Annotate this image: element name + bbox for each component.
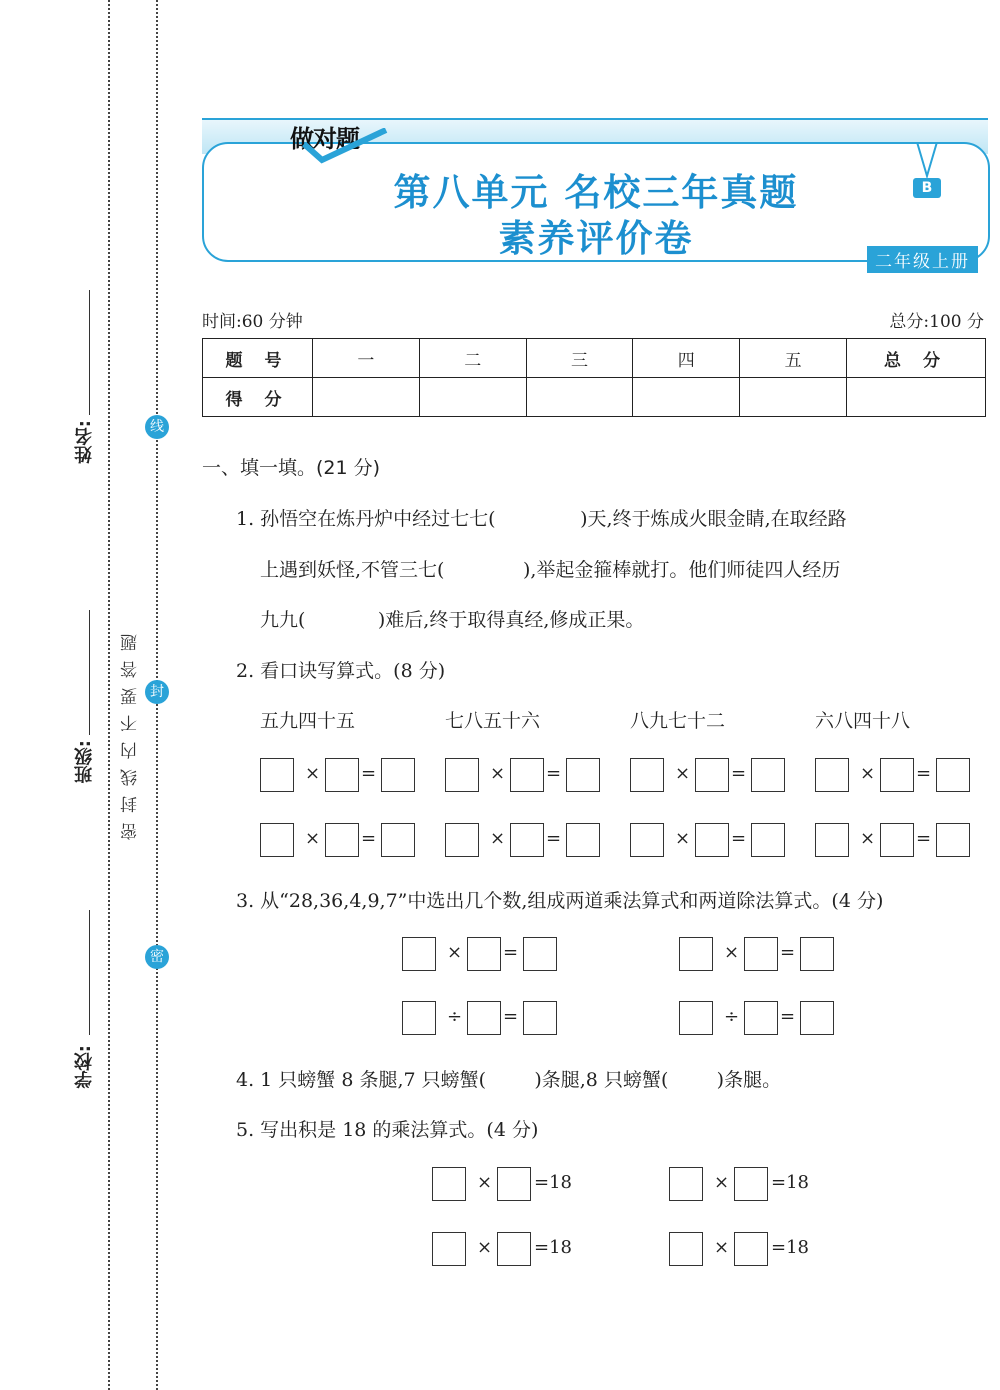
answer-box[interactable]	[467, 937, 501, 971]
version-badge: B	[913, 178, 941, 198]
equals-symbol: =	[503, 942, 519, 963]
question-3: 3. 从“28,36,4,9,7”中选出几个数,组成两道乘法算式和两道除法算式。(4 分)	[236, 890, 884, 912]
answer-box[interactable]	[445, 758, 479, 792]
table-cell: 一	[313, 339, 420, 378]
question-1-line-1: 1. 孙悟空在炼丹炉中经过七七( )天,终于炼成火眼金睛,在取经路	[236, 508, 847, 530]
answer-box[interactable]	[497, 1167, 531, 1201]
rhyme-2: 七八五十六	[445, 710, 541, 732]
answer-box[interactable]	[260, 758, 294, 792]
equals-symbol: =	[731, 828, 747, 849]
answer-box[interactable]	[880, 758, 914, 792]
answer-box[interactable]	[381, 823, 415, 857]
answer-box[interactable]	[432, 1167, 466, 1201]
score-table	[202, 338, 986, 417]
table-cell: 得 分	[203, 378, 313, 417]
answer-box[interactable]	[734, 1167, 768, 1201]
badge-string-icon	[913, 142, 941, 180]
answer-box[interactable]	[630, 823, 664, 857]
answer-box[interactable]	[566, 758, 600, 792]
operator-symbol: ×	[490, 828, 506, 849]
answer-box[interactable]	[695, 758, 729, 792]
equals-symbol: =	[361, 828, 377, 849]
seal-line-mark: 线	[145, 415, 169, 439]
question-5: 5. 写出积是 18 的乘法算式。(4 分)	[236, 1119, 539, 1141]
operator-symbol: ÷	[447, 1006, 463, 1027]
question-2: 2. 看口诀写算式。(8 分)	[236, 660, 446, 682]
operator-symbol: ×	[860, 763, 876, 784]
equals-18-text: =18	[534, 1237, 572, 1258]
equals-symbol: =	[361, 763, 377, 784]
school-label: 学校:	[74, 1045, 95, 1089]
seal-mi-mark: 密	[145, 945, 169, 969]
equals-18-text: =18	[771, 1172, 809, 1193]
answer-box[interactable]	[669, 1167, 703, 1201]
equals-symbol: =	[916, 828, 932, 849]
answer-box[interactable]	[815, 758, 849, 792]
answer-box[interactable]	[402, 1001, 436, 1035]
equals-symbol: =	[546, 828, 562, 849]
answer-box[interactable]	[936, 823, 970, 857]
class-line	[89, 610, 90, 735]
operator-symbol: ÷	[724, 1006, 740, 1027]
score-input-cell[interactable]	[526, 378, 633, 417]
question-1-line-3: 九九( )难后,终于取得真经,修成正果。	[260, 609, 645, 631]
table-cell: 四	[633, 339, 740, 378]
equals-symbol: =	[916, 763, 932, 784]
operator-symbol: ×	[860, 828, 876, 849]
answer-box[interactable]	[800, 1001, 834, 1035]
answer-box[interactable]	[936, 758, 970, 792]
rhyme-3: 八九七十二	[630, 710, 726, 732]
rhyme-1: 五九四十五	[260, 710, 356, 732]
answer-box[interactable]	[325, 758, 359, 792]
class-label: 班级:	[74, 740, 95, 784]
answer-box[interactable]	[815, 823, 849, 857]
question-4: 4. 1 只螃蟹 8 条腿,7 只螃蟹( )条腿,8 只螃蟹( )条腿。	[236, 1069, 782, 1091]
name-line	[89, 290, 90, 415]
answer-box[interactable]	[523, 1001, 557, 1035]
answer-box[interactable]	[497, 1232, 531, 1266]
brand-logo: 做对题	[290, 125, 359, 153]
answer-box[interactable]	[445, 823, 479, 857]
answer-box[interactable]	[800, 937, 834, 971]
seal-feng-mark: 封	[145, 680, 169, 704]
answer-box[interactable]	[751, 758, 785, 792]
answer-box[interactable]	[695, 823, 729, 857]
operator-symbol: ×	[490, 763, 506, 784]
score-input-cell[interactable]	[740, 378, 847, 417]
table-cell: 五	[740, 339, 847, 378]
answer-box[interactable]	[260, 823, 294, 857]
operator-symbol: ×	[305, 763, 321, 784]
operator-symbol: ×	[447, 942, 463, 963]
table-cell: 三	[526, 339, 633, 378]
answer-box[interactable]	[751, 823, 785, 857]
answer-box[interactable]	[679, 1001, 713, 1035]
operator-symbol: ×	[675, 828, 691, 849]
answer-box[interactable]	[467, 1001, 501, 1035]
checkmark-icon	[300, 128, 390, 164]
answer-box[interactable]	[880, 823, 914, 857]
equals-symbol: =	[731, 763, 747, 784]
answer-box[interactable]	[744, 1001, 778, 1035]
answer-box[interactable]	[325, 823, 359, 857]
operator-symbol: ×	[305, 828, 321, 849]
operator-symbol: ×	[724, 942, 740, 963]
table-cell: 题 号	[203, 339, 313, 378]
times-symbol: ×	[477, 1237, 493, 1258]
equals-symbol: =	[546, 763, 562, 784]
score-input-cell[interactable]	[847, 378, 986, 417]
score-input-cell[interactable]	[313, 378, 420, 417]
answer-box[interactable]	[679, 937, 713, 971]
score-table-score-row	[203, 378, 986, 417]
equals-18-text: =18	[771, 1237, 809, 1258]
section-heading: 一、填一填。(21 分)	[202, 457, 381, 479]
page-subtitle: 素养评价卷	[498, 217, 694, 260]
answer-box[interactable]	[523, 937, 557, 971]
equals-symbol: =	[503, 1006, 519, 1027]
answer-box[interactable]	[744, 937, 778, 971]
binding-dotted-line-outer	[108, 0, 110, 1390]
times-symbol: ×	[714, 1172, 730, 1193]
equals-symbol: =	[780, 942, 796, 963]
times-symbol: ×	[714, 1237, 730, 1258]
grade-tag: 二年级上册	[867, 246, 978, 273]
seal-instruction: 密封线内不要答题	[121, 624, 141, 840]
page-title: 第八单元 名校三年真题	[393, 171, 799, 214]
score-input-cell[interactable]	[419, 378, 526, 417]
table-cell: 总 分	[847, 339, 986, 378]
table-cell: 二	[419, 339, 526, 378]
times-symbol: ×	[477, 1172, 493, 1193]
rhyme-4: 六八四十八	[815, 710, 911, 732]
score-table-header-row	[203, 339, 986, 378]
total-score-info: 总分:100 分	[889, 312, 984, 332]
answer-box[interactable]	[566, 823, 600, 857]
answer-box[interactable]	[669, 1232, 703, 1266]
operator-symbol: ×	[675, 763, 691, 784]
answer-box[interactable]	[432, 1232, 466, 1266]
question-1-line-2: 上遇到妖怪,不管三七( ),举起金箍棒就打。他们师徒四人经历	[260, 559, 841, 581]
name-label: 姓名:	[74, 420, 95, 464]
answer-box[interactable]	[630, 758, 664, 792]
answer-box[interactable]	[402, 937, 436, 971]
time-info: 时间:60 分钟	[202, 312, 303, 332]
equals-18-text: =18	[534, 1172, 572, 1193]
answer-box[interactable]	[510, 758, 544, 792]
answer-box[interactable]	[381, 758, 415, 792]
answer-box[interactable]	[734, 1232, 768, 1266]
school-line	[89, 910, 90, 1035]
score-input-cell[interactable]	[633, 378, 740, 417]
equals-symbol: =	[780, 1006, 796, 1027]
answer-box[interactable]	[510, 823, 544, 857]
